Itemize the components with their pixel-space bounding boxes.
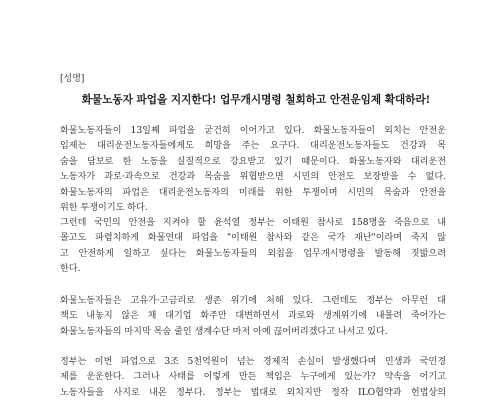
paragraph-line: 책도 내놓지 않은 채 대기업 화주만 대변하면서 과로와 생계위기에 내몰려 죽어가는 [60, 311, 446, 322]
paragraph-line: 그런데 국민의 안전을 지켜야 할 윤석열 정부는 이태원 참사로 158명을 죽음으로 내 [60, 218, 446, 228]
paragraph-line: 노동자가 과로·과속으로 건강과 목숨을 위협받으면 시민의 안전도 보장받을 수 없다. [60, 172, 446, 183]
paragraph-line: 화물노동자들은 고유가·고금리로 생존 위기에 처해 있다. 그런데도 정부는 아무런 대 [60, 296, 446, 306]
paragraph-line: 숨을 담보로 한 노동을 실질적으로 강요받고 있기 때문이다. 화물노동자와 대리운전 [60, 156, 446, 167]
paragraph-line: 제를 운운한다. 그러나 사태를 이렇게 만든 책임은 누구에게 있는가? 약속을 어기고 [60, 372, 446, 383]
paragraph-line: 위한 투쟁이기도 하다. [60, 203, 148, 214]
paragraph [60, 355, 446, 400]
paragraph [60, 216, 446, 278]
document-type-label: [성명] [60, 74, 85, 84]
paragraph-line: 화물노동자들의 마지막 목숨 줄인 생계수단 마저 아예 끊어버리겠다고 나서고 있다. [60, 326, 388, 337]
paragraph [60, 294, 446, 340]
paragraph [60, 124, 446, 216]
paragraph-line: 정부는 이번 파업으로 3조 5천억원이 넘는 경제적 손실이 발생했다며 민생과 국민경 [60, 357, 446, 367]
paragraph-line: 몰고도 파렴치하게 화물연대 파업을 "이태원 참사와 같은 국가 재난"이라며 죽지 않 [60, 233, 446, 244]
paragraph-line: 임제는 대리운전노동자들에게도 희망을 주는 요구다. 대리운전노동자들도 건강과 목 [60, 141, 446, 152]
paragraph-line: 노동자들을 사지로 내몬 정부다. 정부는 법대로 외치지만 정작 ILO협약과 헌법상의 [60, 387, 446, 398]
document-title: 화물노동자 파업을 지지한다! 업무개시명령 철회하고 안전운임제 확대하라! [81, 94, 431, 106]
paragraph-line: 고 안전하게 일하고 싶다는 화물노동자들의 외침을 업무개시명령을 발동해 짓밟으려 [60, 248, 446, 259]
paragraph-line: 화물노동자들이 13일째 파업을 굳건히 이어가고 있다. 화물노동자들이 외치는 안전운 [60, 126, 446, 136]
paragraph-line: 화물노동자의 파업은 대리운전노동자의 미래를 위한 투쟁이며 시민의 목숨과 안전을 [60, 187, 446, 198]
paragraph-line: 한다. [60, 264, 81, 275]
